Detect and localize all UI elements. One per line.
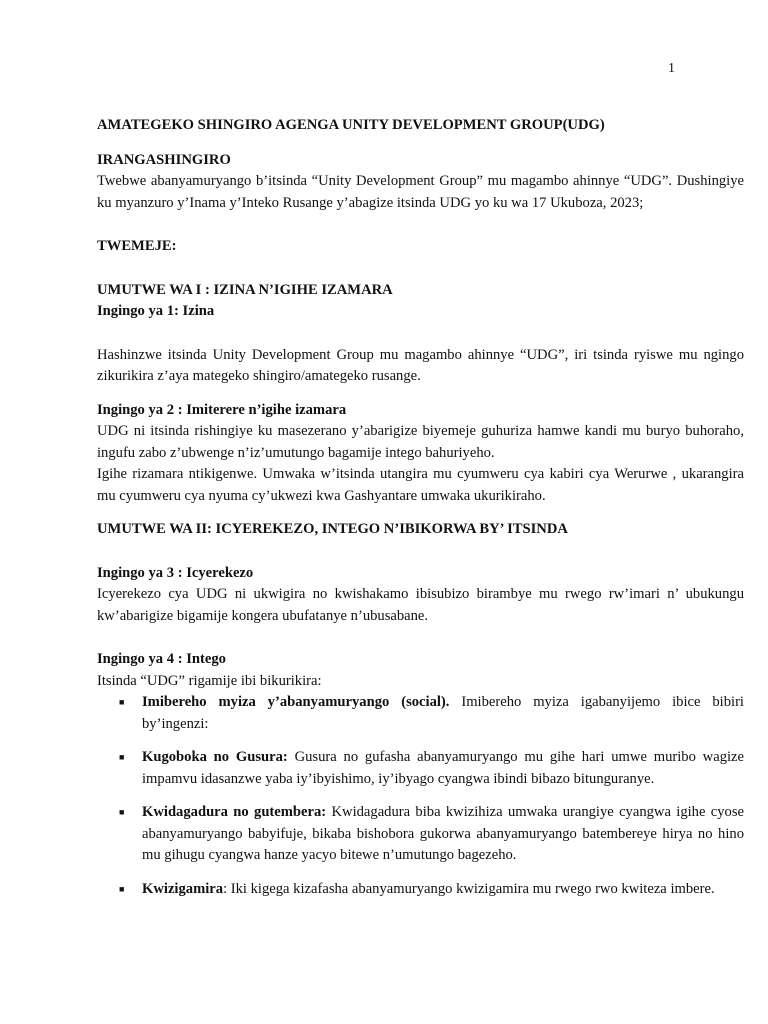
article-2-heading: Ingingo ya 2 : Imiterere n’igihe izamara	[97, 401, 347, 418]
preamble-text: Twebwe abanyamuryango b’itsinda “Unity Development Group” mu magambo ahinnye “UDG”. Dushingiye ku myanzuro y’Inama y’Inteko Rusange y’abagize itsinda UDG yo ku wa 17 Ukuboza, 2023;	[97, 173, 744, 211]
bullet-icon: ■	[119, 883, 125, 894]
list-item-term: Kugoboka no Gusura:	[142, 749, 288, 765]
preamble-heading: IRANGASHINGIRO	[97, 151, 231, 168]
document-title: AMATEGEKO SHINGIRO AGENGA UNITY DEVELOPMENT GROUP(UDG)	[97, 117, 605, 133]
bullet-icon: ■	[119, 807, 125, 817]
list-item-text: Imibereho myiza igabanyijemo ibice bibiri by’ingenzi:	[142, 694, 744, 732]
article-4-intro: Itsinda “UDG” rigamije ibi bikurikira:	[97, 672, 322, 689]
objectives-list	[97, 692, 744, 900]
chapter-2-heading: UMUTWE WA II: ICYEREKEZO, INTEGO N’IBIKORWA BY’ ITSINDA	[97, 521, 568, 537]
agreement-heading: TWEMEJE:	[97, 238, 177, 254]
article-3-text: Icyerekezo cya UDG ni ukwigira no kwishakamo ibisubizo birambye mu rwego rw’imari n’ ubukungu kw’abarigize bigamije kongera ubufatanye n’ubusabane.	[97, 586, 744, 624]
bullet-icon: ■	[119, 752, 125, 762]
article-1-heading: Ingingo ya 1: Izina	[97, 303, 215, 319]
list-item-text: Kwidagadura biba kwizihiza umwaka urangiye cyangwa igihe cyose abanyamuryango babyifuje, bikaba bishobora gukorwa abanyamuryango batembereye hirya no hino mu gihugu cyangwa hanze yacyo bitewe n’umutungo bagezeho.	[142, 804, 745, 863]
article-1-text: Hashinzwe itsinda Unity Development Group mu magambo ahinnye “UDG”, iri tsinda ryiswe mu ngingo zikurikira z’aya mategeko shingiro/amategeko rusange.	[97, 346, 744, 384]
document-body	[97, 115, 744, 912]
list-item-text: Gusura no gufasha abanyamuryango mu gihe hari umwe muribo wagize impamvu idasanzwe yaba iy’ibyishimo, iy’ibyago cyangwa ibindi bibazo bitunguranye.	[142, 749, 744, 787]
list-item	[97, 747, 744, 790]
bullet-icon: ■	[119, 697, 125, 707]
chapter-1-heading: UMUTWE WA I : IZINA N’IGIHE IZAMARA	[97, 281, 393, 298]
list-item	[97, 692, 744, 735]
article-3-heading: Ingingo ya 3 : Icyerekezo	[97, 564, 254, 581]
list-item-term: Kwidagadura no gutembera:	[142, 804, 327, 820]
list-item	[97, 879, 744, 901]
list-item-term: Imibereho myiza y’abanyamuryango (social).	[142, 694, 450, 710]
page-number: 1	[668, 61, 675, 76]
article-2-text-2: Igihe rizamara ntikigenwe. Umwaka w’itsinda utangira mu cyumweru cya kabiri cya Werurwe , ukarangira mu cyumweru cya nyuma cy’ukwezi kwa Gashyantare umwaka ukurikiraho.	[97, 466, 744, 504]
article-4-heading: Ingingo ya 4 : Intego	[97, 651, 226, 667]
list-item	[97, 802, 744, 867]
article-2-text-1: UDG ni itsinda rishingiye ku masezerano y’abarigize biyemeje guhuriza hamwe kandi mu buryo buhoraho, ingufu zabo z’ubwenge n’iz’umutungo bagamije intego bahuriyeho.	[97, 423, 744, 461]
list-item-text: : Iki kigega kizafasha abanyamuryango kwizigamira mu rwego rwo kwiteza imbere.	[223, 880, 715, 897]
list-item-term: Kwizigamira	[142, 880, 224, 897]
